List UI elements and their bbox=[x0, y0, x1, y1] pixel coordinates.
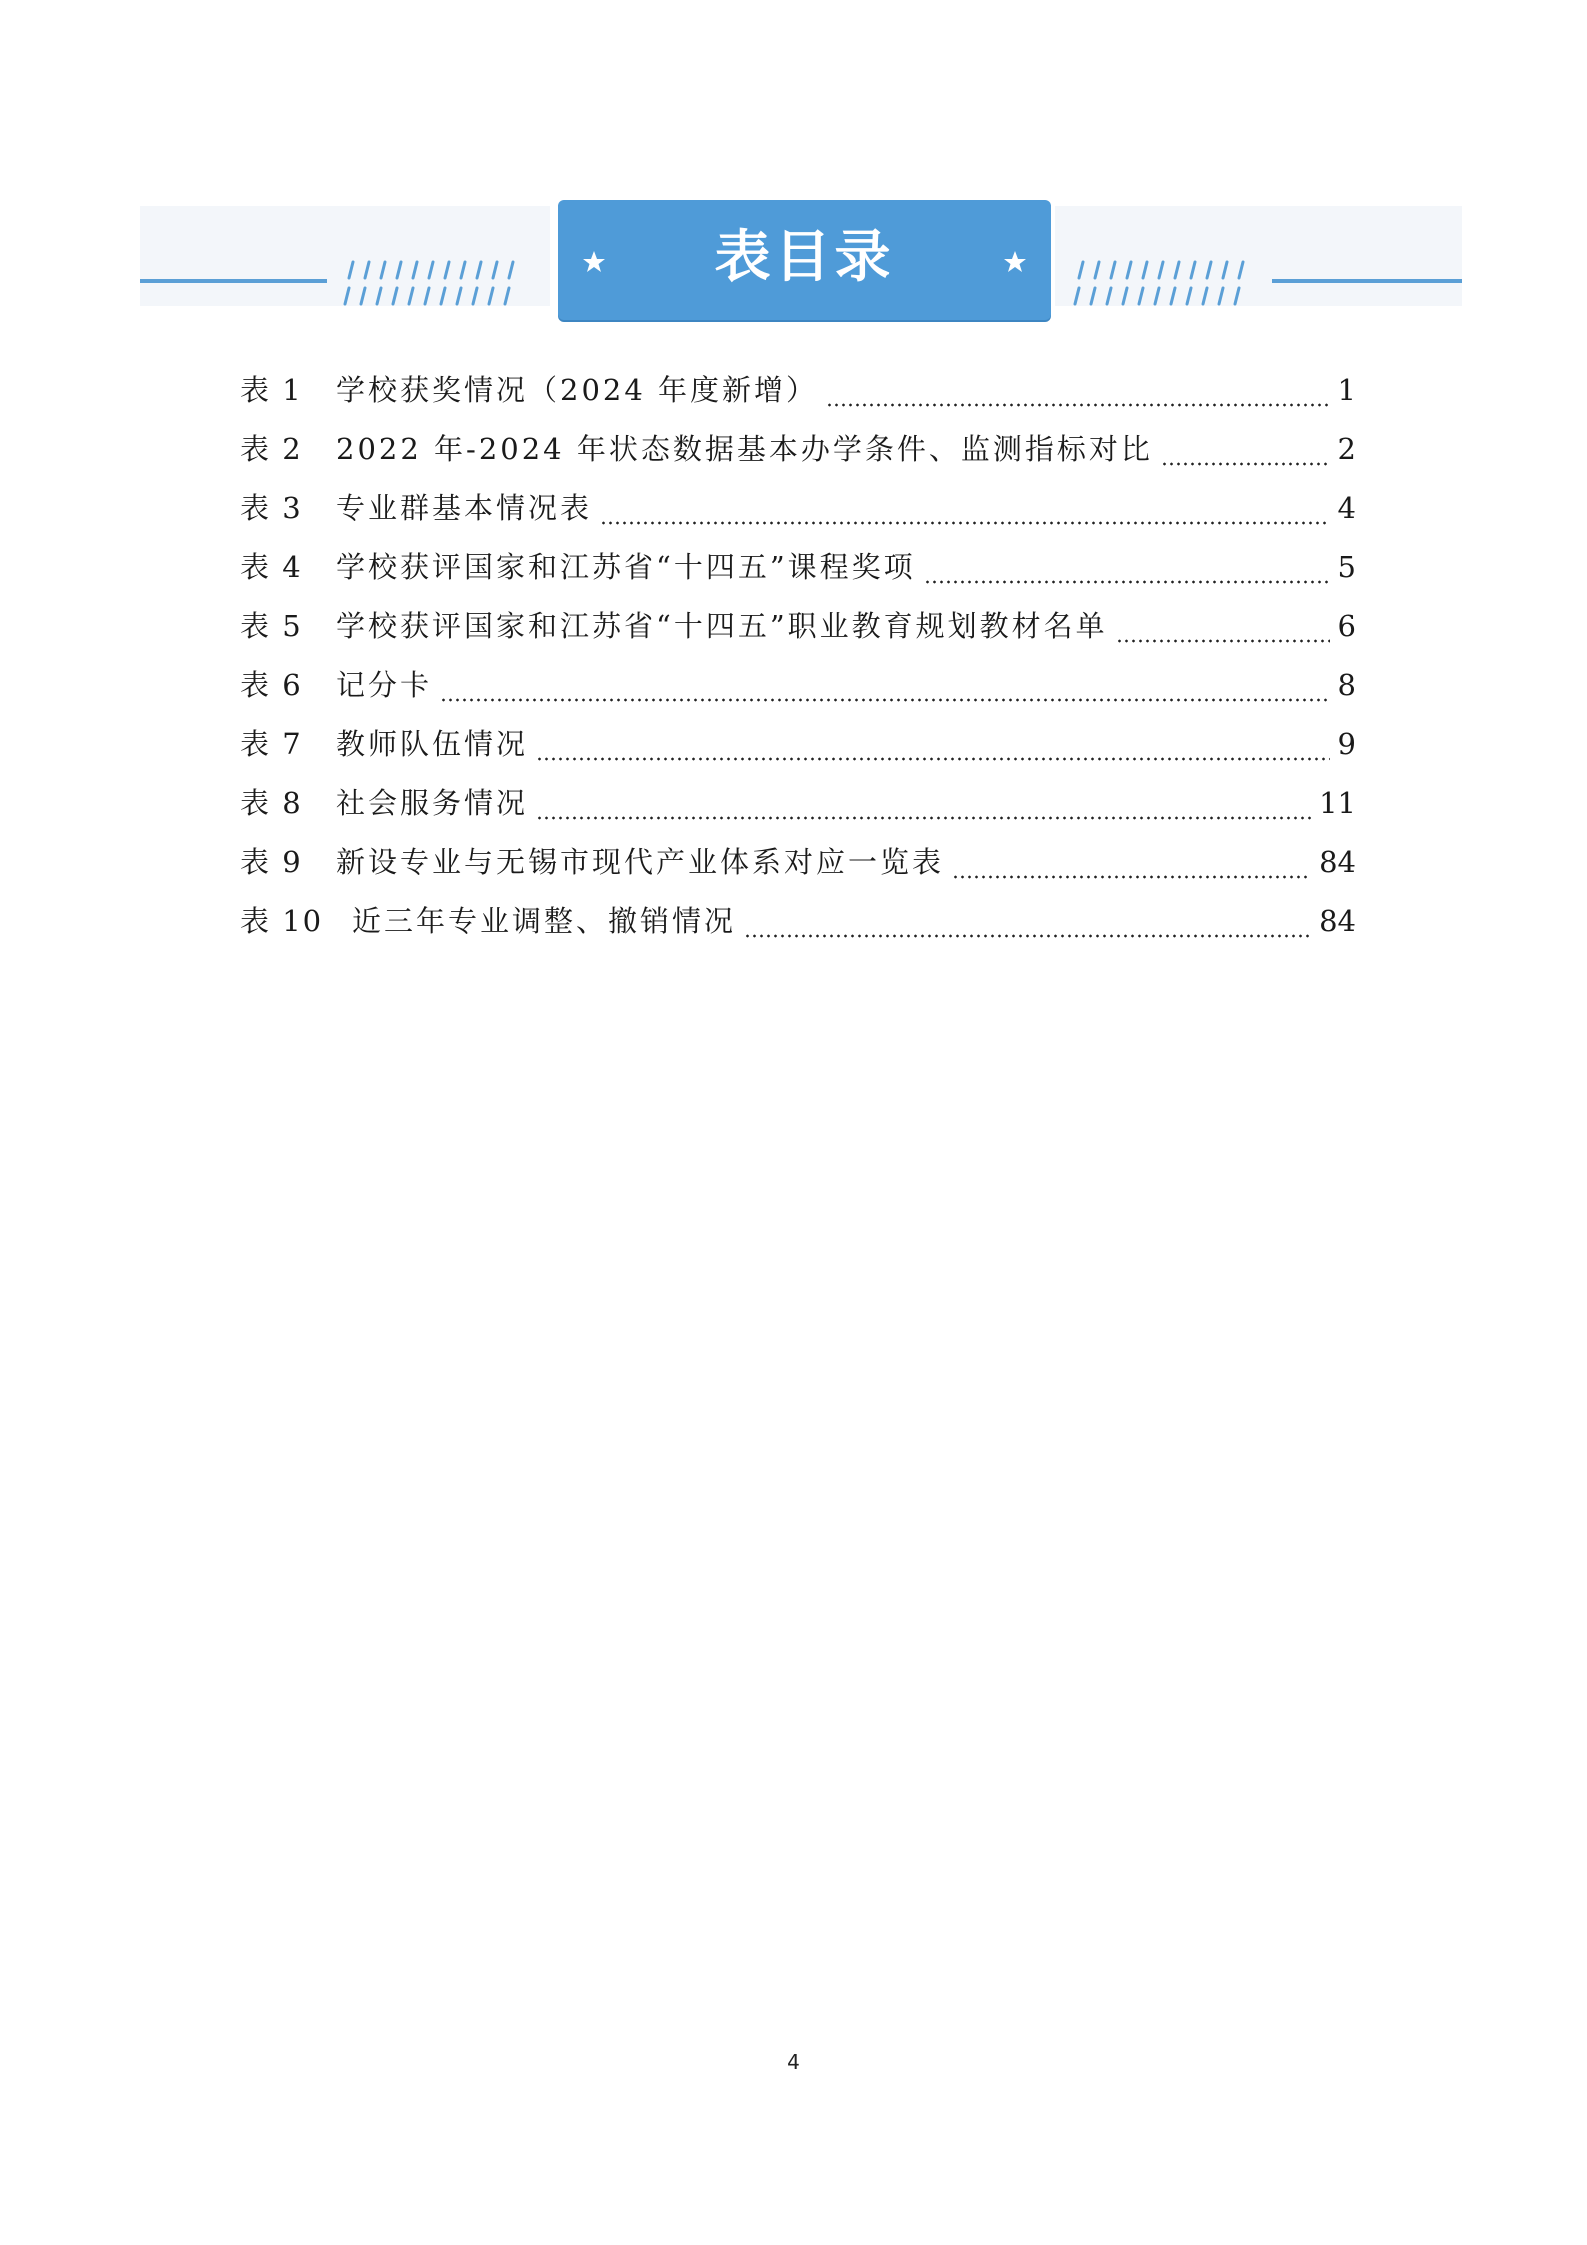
toc-entry-number: 表 4 bbox=[240, 550, 303, 584]
toc-entry[interactable] bbox=[240, 365, 1356, 424]
toc-entry-number: 表 3 bbox=[240, 491, 303, 525]
toc-entry-number: 表 1 bbox=[240, 373, 303, 407]
toc-entry[interactable] bbox=[240, 837, 1356, 896]
toc-entry-page: 9 bbox=[1337, 727, 1356, 761]
toc-entry-number: 表 9 bbox=[240, 845, 303, 879]
dot-leader bbox=[440, 697, 1330, 703]
toc-entry-title: 2022 年-2024 年状态数据基本办学条件、监测指标对比 bbox=[336, 432, 1153, 466]
hatch-decoration-left bbox=[337, 254, 527, 312]
toc-entry[interactable] bbox=[240, 601, 1356, 660]
toc-entry-page: 11 bbox=[1319, 786, 1356, 820]
toc-header-banner bbox=[140, 200, 1462, 324]
title-box bbox=[558, 200, 1051, 320]
toc-entry-title: 学校获奖情况（2024 年度新增） bbox=[336, 373, 819, 407]
page-number: 4 bbox=[787, 2050, 800, 2074]
toc-entry-number: 表 8 bbox=[240, 786, 303, 820]
toc-entry-title: 教师队伍情况 bbox=[336, 727, 529, 761]
page-title: 表目录 bbox=[714, 225, 895, 290]
star-icon bbox=[1003, 250, 1027, 274]
toc-entry[interactable] bbox=[240, 660, 1356, 719]
toc-entry[interactable] bbox=[240, 778, 1356, 837]
toc-entry[interactable] bbox=[240, 483, 1356, 542]
toc-entry-page: 84 bbox=[1319, 904, 1356, 938]
dot-leader bbox=[600, 520, 1330, 526]
toc-entry-title: 专业群基本情况表 bbox=[336, 491, 593, 525]
dot-leader bbox=[744, 933, 1311, 939]
toc-entry[interactable] bbox=[240, 542, 1356, 601]
toc-entry[interactable] bbox=[240, 424, 1356, 483]
dot-leader bbox=[1161, 461, 1330, 467]
hatch-decoration-right bbox=[1067, 254, 1257, 312]
toc-entry-number: 表 7 bbox=[240, 727, 303, 761]
toc-entry-page: 8 bbox=[1337, 668, 1356, 702]
table-of-tables bbox=[240, 365, 1356, 955]
toc-entry-title: 社会服务情况 bbox=[336, 786, 529, 820]
dot-leader bbox=[536, 815, 1311, 821]
dot-leader bbox=[952, 874, 1311, 880]
toc-entry-number: 表 5 bbox=[240, 609, 303, 643]
banner-line-left bbox=[140, 279, 327, 283]
toc-entry-number: 表 2 bbox=[240, 432, 303, 466]
toc-entry[interactable] bbox=[240, 719, 1356, 778]
toc-entry-title: 新设专业与无锡市现代产业体系对应一览表 bbox=[336, 845, 945, 879]
toc-entry-page: 84 bbox=[1319, 845, 1356, 879]
dot-leader bbox=[924, 579, 1330, 585]
toc-entry-page: 2 bbox=[1337, 432, 1356, 466]
toc-entry-number: 表 6 bbox=[240, 668, 303, 702]
dot-leader bbox=[1116, 638, 1330, 644]
dot-leader bbox=[536, 756, 1330, 762]
dot-leader bbox=[826, 402, 1330, 408]
banner-line-right bbox=[1272, 279, 1462, 283]
toc-entry-page: 6 bbox=[1337, 609, 1356, 643]
toc-entry-title: 记分卡 bbox=[336, 668, 433, 702]
toc-entry-page: 5 bbox=[1337, 550, 1356, 584]
toc-entry-title: 学校获评国家和江苏省“十四五”职业教育规划教材名单 bbox=[336, 609, 1108, 643]
toc-entry-page: 1 bbox=[1337, 373, 1356, 407]
toc-entry-title: 学校获评国家和江苏省“十四五”课程奖项 bbox=[336, 550, 916, 584]
toc-entry-number: 表 10 bbox=[240, 904, 324, 938]
toc-entry[interactable] bbox=[240, 896, 1356, 955]
toc-entry-title: 近三年专业调整、撤销情况 bbox=[352, 904, 737, 938]
toc-entry-page: 4 bbox=[1337, 491, 1356, 525]
